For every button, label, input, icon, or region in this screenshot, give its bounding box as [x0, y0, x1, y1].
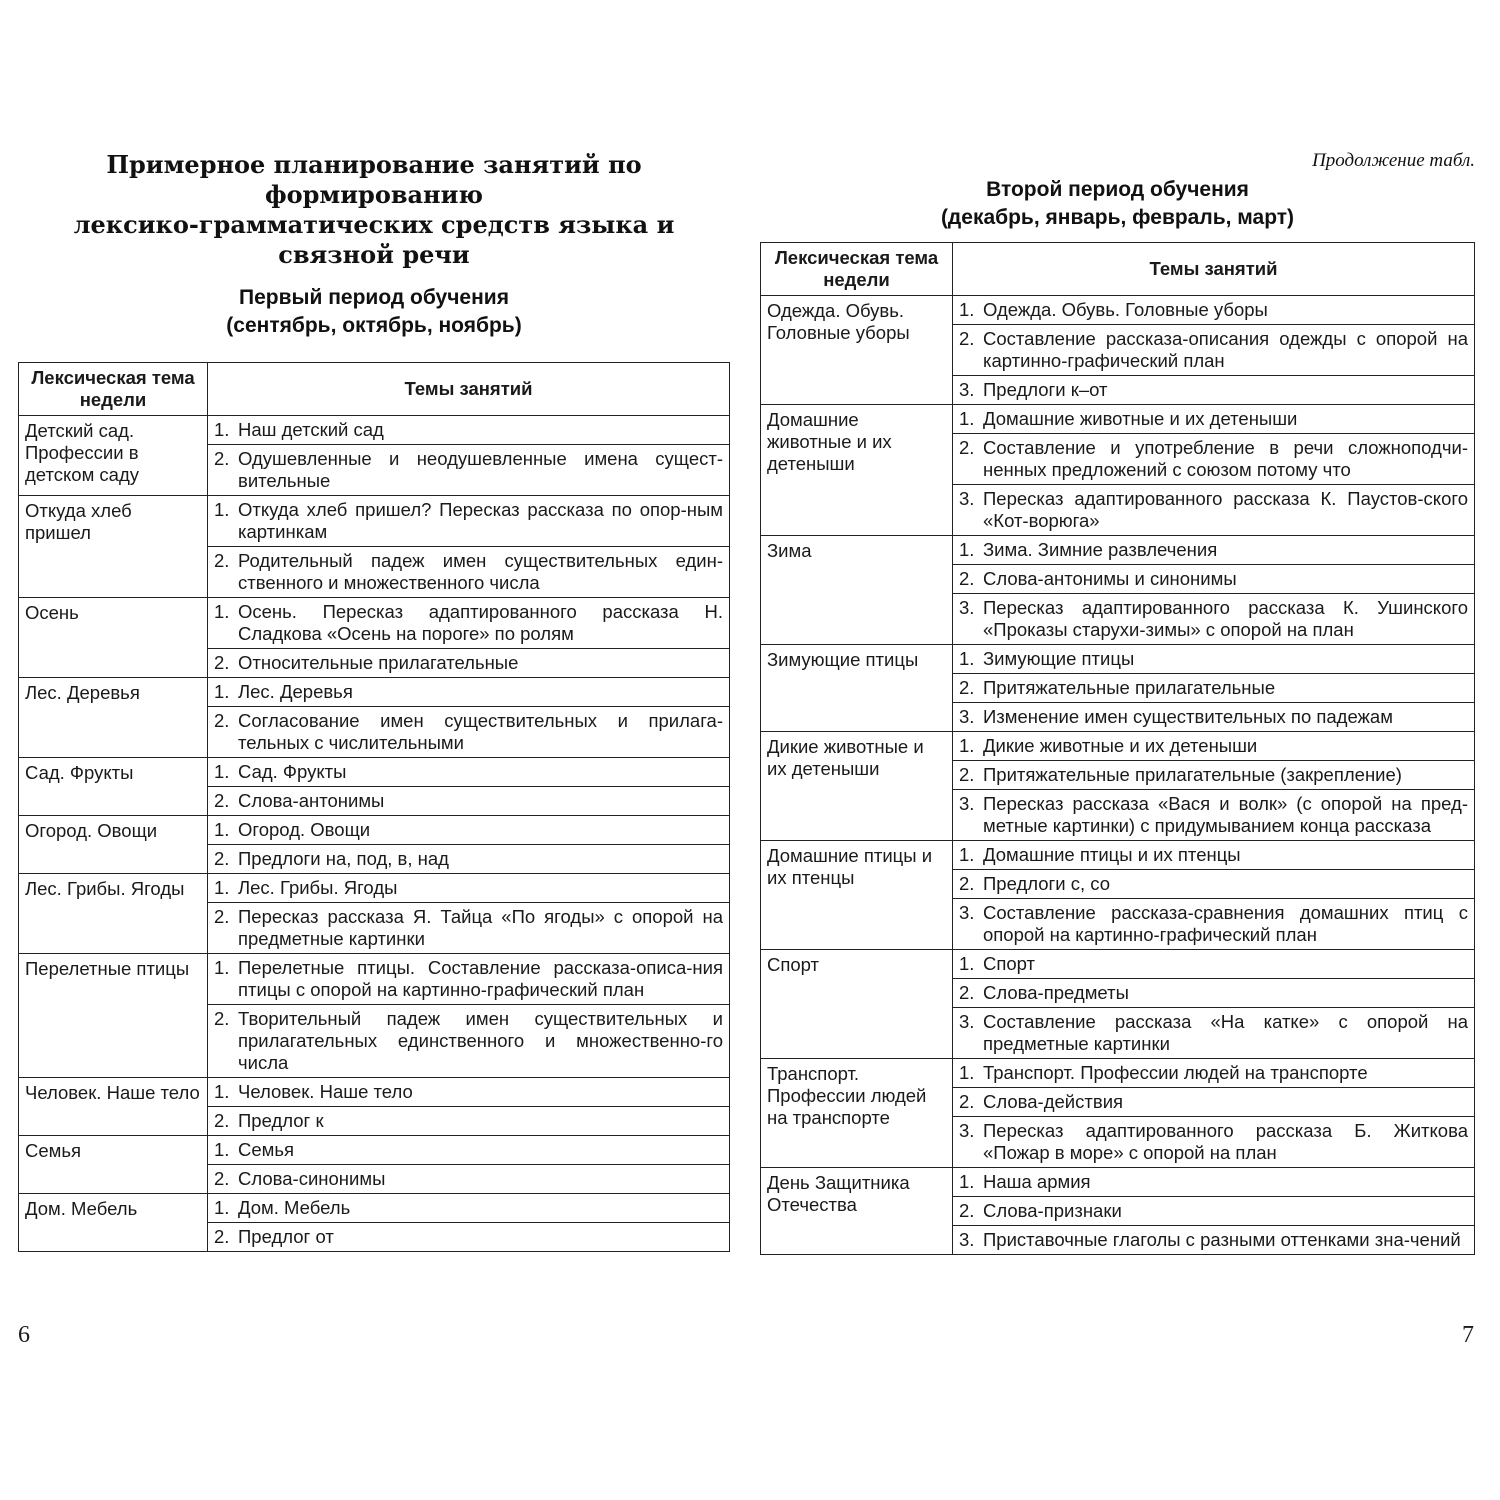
- lesson-cell: [953, 1197, 1475, 1226]
- lesson-number: 2.: [959, 764, 975, 785]
- lesson-text: Осень. Пересказ адаптированного рассказа Н. Сладкова «Осень на пороге» по ролям: [238, 601, 723, 644]
- lesson-number: 2.: [214, 448, 230, 469]
- lesson-text: Наша армия: [983, 1171, 1091, 1192]
- lexical-theme-cell: Осень: [19, 598, 208, 678]
- lesson-text: Домашние птицы и их птенцы: [983, 844, 1241, 865]
- table-row: [761, 1059, 1475, 1088]
- lesson-cell: [208, 874, 730, 903]
- lesson-number: 3.: [959, 706, 975, 727]
- lesson-text: Составление рассказа-описания одежды с опорой на картинно-графический план: [983, 328, 1468, 371]
- lesson-cell: [953, 1088, 1475, 1117]
- lesson-number: 2.: [214, 1226, 230, 1247]
- lesson-number: 1.: [959, 953, 975, 974]
- lesson-text: Дикие животные и их детеныши: [983, 735, 1258, 756]
- lesson-cell: [953, 405, 1475, 434]
- lesson-text: Слова-синонимы: [238, 1168, 386, 1189]
- lesson-number: 1.: [959, 648, 975, 669]
- lesson-number: 3.: [959, 1120, 975, 1141]
- table-row: [19, 954, 730, 1005]
- lexical-theme-cell: Сад. Фрукты: [19, 758, 208, 816]
- main-title-line-2: лексико-грамматических средств языка и связной речи: [73, 210, 675, 269]
- lesson-cell: [208, 416, 730, 445]
- lesson-cell: [208, 1136, 730, 1165]
- lesson-cell: [208, 1194, 730, 1223]
- lesson-number: 2.: [959, 1200, 975, 1221]
- period-title-first: [18, 284, 730, 340]
- lesson-number: 1.: [214, 681, 230, 702]
- lesson-number: 1.: [214, 1197, 230, 1218]
- main-title: [18, 150, 730, 270]
- lesson-cell: [953, 1008, 1475, 1059]
- lesson-text: Спорт: [983, 953, 1036, 974]
- lesson-cell: [953, 594, 1475, 645]
- lesson-cell: [953, 376, 1475, 405]
- lesson-cell: [953, 761, 1475, 790]
- lexical-theme-cell: Огород. Овощи: [19, 816, 208, 874]
- lesson-cell: [208, 954, 730, 1005]
- lesson-number: 2.: [214, 790, 230, 811]
- header-lessons: Темы занятий: [953, 243, 1475, 296]
- table-row: [761, 950, 1475, 979]
- main-title-line-1: Примерное планирование занятий по формированию: [106, 150, 642, 209]
- lesson-cell: [208, 598, 730, 649]
- lesson-text: Притяжательные прилагательные (закрепление): [983, 764, 1402, 785]
- lesson-number: 2.: [214, 906, 230, 927]
- lesson-number: 1.: [959, 1171, 975, 1192]
- table-row: [761, 732, 1475, 761]
- lesson-number: 1.: [959, 1062, 975, 1083]
- lesson-text: Пересказ рассказа Я. Тайца «По ягоды» с опорой на предметные картинки: [238, 906, 723, 949]
- lesson-number: 2.: [214, 652, 230, 673]
- lesson-cell: [208, 816, 730, 845]
- lexical-theme-cell: Откуда хлеб пришел: [19, 496, 208, 598]
- page-number-left: 6: [18, 1322, 30, 1348]
- lexical-theme-cell: Спорт: [761, 950, 953, 1059]
- lesson-cell: [208, 1223, 730, 1252]
- lesson-text: Согласование имен существительных и прилага-тельных с числительными: [238, 710, 723, 753]
- lesson-text: Слова-антонимы: [238, 790, 385, 811]
- lesson-cell: [953, 434, 1475, 485]
- lesson-cell: [953, 1117, 1475, 1168]
- lesson-number: 2.: [214, 710, 230, 731]
- lexical-theme-cell: Зима: [761, 536, 953, 645]
- lesson-number: 2.: [214, 848, 230, 869]
- lesson-text: Транспорт. Профессии людей на транспорте: [983, 1062, 1368, 1083]
- lexical-theme-cell: Транспорт. Профессии людей на транспорте: [761, 1059, 953, 1168]
- table-row: [761, 536, 1475, 565]
- table-row: [761, 841, 1475, 870]
- period-title-line-1: Первый период обучения: [239, 286, 509, 309]
- lesson-number: 3.: [959, 1229, 975, 1250]
- lesson-cell: [953, 325, 1475, 376]
- plan-table-first-period: [18, 362, 730, 1252]
- lesson-text: Слова-предметы: [983, 982, 1129, 1003]
- lesson-number: 1.: [959, 735, 975, 756]
- lesson-number: 1.: [214, 761, 230, 782]
- lesson-text: Творительный падеж имен существительных и прилагательных единственного и множественно-го числа: [238, 1008, 723, 1073]
- lexical-theme-cell: Человек. Наше тело: [19, 1078, 208, 1136]
- lesson-number: 1.: [959, 844, 975, 865]
- period-title-second: [760, 176, 1475, 232]
- lesson-cell: [208, 707, 730, 758]
- lesson-cell: [208, 845, 730, 874]
- lesson-text: Огород. Овощи: [238, 819, 371, 840]
- lesson-cell: [953, 979, 1475, 1008]
- plan-table-second-period: [760, 242, 1475, 1255]
- lesson-number: 3.: [959, 488, 975, 509]
- lesson-text: Перелетные птицы. Составление рассказа-описа-ния птицы с опорой на картинно-графический план: [238, 957, 723, 1000]
- lesson-text: Пересказ рассказа «Вася и волк» (с опорой на пред-метные картинки) с придумыванием конца рассказа: [983, 793, 1468, 836]
- lesson-text: Предлоги к–от: [983, 379, 1108, 400]
- lesson-number: 1.: [214, 1081, 230, 1102]
- lesson-number: 1.: [214, 419, 230, 440]
- table-row: [19, 1078, 730, 1107]
- lesson-cell: [953, 1168, 1475, 1197]
- lesson-cell: [953, 870, 1475, 899]
- table-row: [19, 1136, 730, 1165]
- lesson-text: Составление и употребление в речи сложноподчи-ненных предложений с союзом потому что: [983, 437, 1468, 480]
- lesson-cell: [208, 758, 730, 787]
- lexical-theme-cell: Семья: [19, 1136, 208, 1194]
- lesson-cell: [208, 445, 730, 496]
- lesson-cell: [208, 547, 730, 598]
- lesson-number: 1.: [959, 539, 975, 560]
- table-row: [19, 496, 730, 547]
- lesson-number: 1.: [214, 819, 230, 840]
- lesson-cell: [208, 903, 730, 954]
- period-title-line-1: Второй период обучения: [986, 178, 1249, 201]
- lesson-cell: [208, 1078, 730, 1107]
- period-title-line-2: (сентябрь, октябрь, ноябрь): [226, 314, 522, 337]
- lesson-text: Домашние животные и их детеныши: [983, 408, 1298, 429]
- lesson-number: 2.: [214, 1168, 230, 1189]
- lexical-theme-cell: День Защитника Отечества: [761, 1168, 953, 1255]
- lesson-cell: [953, 674, 1475, 703]
- lesson-cell: [953, 485, 1475, 536]
- lesson-text: Лес. Грибы. Ягоды: [238, 877, 398, 898]
- table-row: [19, 874, 730, 903]
- lexical-theme-cell: Одежда. Обувь. Головные уборы: [761, 296, 953, 405]
- lesson-text: Наш детский сад: [238, 419, 384, 440]
- table-row: [19, 816, 730, 845]
- lesson-text: Семья: [238, 1139, 295, 1160]
- lesson-cell: [953, 899, 1475, 950]
- lesson-text: Изменение имен существительных по падежам: [983, 706, 1393, 727]
- lesson-number: 3.: [959, 379, 975, 400]
- lesson-number: 3.: [959, 1011, 975, 1032]
- lesson-text: Относительные прилагательные: [238, 652, 519, 673]
- table-row: [19, 758, 730, 787]
- lesson-cell: [208, 649, 730, 678]
- table-row: [19, 1194, 730, 1223]
- lexical-theme-cell: Лес. Деревья: [19, 678, 208, 758]
- lesson-text: Притяжательные прилагательные: [983, 677, 1276, 698]
- lesson-cell: [953, 790, 1475, 841]
- lesson-text: Одежда. Обувь. Головные уборы: [983, 299, 1268, 320]
- lesson-cell: [953, 703, 1475, 732]
- lesson-number: 2.: [959, 328, 975, 349]
- continuation-label: Продолжение табл.: [1312, 150, 1475, 171]
- left-page: [18, 150, 730, 1252]
- lesson-cell: [208, 678, 730, 707]
- lesson-text: Слова-действия: [983, 1091, 1124, 1112]
- table-row: [761, 405, 1475, 434]
- page-number-right: 7: [1462, 1322, 1474, 1348]
- lesson-text: Пересказ адаптированного рассказа К. Паустов-ского «Кот-ворюга»: [983, 488, 1468, 531]
- lesson-text: Предлог к: [238, 1110, 324, 1131]
- lesson-number: 2.: [214, 550, 230, 571]
- lesson-text: Откуда хлеб пришел? Пересказ рассказа по опор-ным картинкам: [238, 499, 723, 542]
- lesson-text: Человек. Наше тело: [238, 1081, 413, 1102]
- lesson-number: 2.: [959, 982, 975, 1003]
- lesson-text: Лес. Деревья: [238, 681, 353, 702]
- lesson-cell: [953, 536, 1475, 565]
- table-row: [761, 645, 1475, 674]
- lexical-theme-cell: Перелетные птицы: [19, 954, 208, 1078]
- lesson-number: 2.: [959, 677, 975, 698]
- lesson-text: Зима. Зимние развлечения: [983, 539, 1218, 560]
- lexical-theme-cell: Домашние животные и их детеныши: [761, 405, 953, 536]
- lesson-number: 1.: [214, 1139, 230, 1160]
- lesson-number: 3.: [959, 902, 975, 923]
- lesson-number: 2.: [214, 1110, 230, 1131]
- lesson-number: 3.: [959, 597, 975, 618]
- lesson-text: Приставочные глаголы с разными оттенками зна-чений: [983, 1229, 1461, 1250]
- lexical-theme-cell: Домашние птицы и их птенцы: [761, 841, 953, 950]
- lesson-number: 1.: [959, 408, 975, 429]
- lesson-number: 2.: [959, 568, 975, 589]
- lesson-cell: [953, 1059, 1475, 1088]
- lesson-text: Слова-признаки: [983, 1200, 1122, 1221]
- lesson-number: 3.: [959, 793, 975, 814]
- lesson-text: Сад. Фрукты: [238, 761, 347, 782]
- header-lessons: Темы занятий: [208, 363, 730, 416]
- table-body: [761, 296, 1475, 1255]
- lexical-theme-cell: Дикие животные и их детеныши: [761, 732, 953, 841]
- lesson-cell: [953, 950, 1475, 979]
- table-row: [19, 598, 730, 649]
- period-title-line-2: (декабрь, январь, февраль, март): [940, 206, 1295, 229]
- table-header-row: [761, 243, 1475, 296]
- table-row: [761, 296, 1475, 325]
- table-header-row: [19, 363, 730, 416]
- lesson-number: 1.: [214, 957, 230, 978]
- lesson-cell: [953, 841, 1475, 870]
- lesson-cell: [953, 732, 1475, 761]
- table-row: [19, 678, 730, 707]
- header-theme: Лексическая тема недели: [761, 243, 953, 296]
- table-body: [19, 416, 730, 1252]
- lesson-cell: [208, 1005, 730, 1078]
- lesson-text: Составление рассказа «На катке» с опорой на предметные картинки: [983, 1011, 1468, 1054]
- lesson-number: 2.: [959, 437, 975, 458]
- lexical-theme-cell: Детский сад. Профессии в детском саду: [19, 416, 208, 496]
- lesson-text: Родительный падеж имен существительных един-ственного и множественного числа: [238, 550, 723, 593]
- lesson-cell: [953, 645, 1475, 674]
- lesson-number: 1.: [959, 299, 975, 320]
- table-row: [761, 1168, 1475, 1197]
- lesson-text: Предлог от: [238, 1226, 334, 1247]
- right-page: [760, 150, 1475, 1255]
- lesson-text: Одушевленные и неодушевленные имена сущест-вительные: [238, 448, 723, 491]
- lesson-cell: [953, 565, 1475, 594]
- lexical-theme-cell: Дом. Мебель: [19, 1194, 208, 1252]
- lesson-cell: [208, 1165, 730, 1194]
- lesson-text: Предлоги на, под, в, над: [238, 848, 449, 869]
- lesson-cell: [953, 1226, 1475, 1255]
- lesson-number: 2.: [959, 1091, 975, 1112]
- lesson-number: 2.: [214, 1008, 230, 1029]
- lexical-theme-cell: Зимующие птицы: [761, 645, 953, 732]
- lesson-text: Составление рассказа-сравнения домашних птиц с опорой на картинно-графический план: [983, 902, 1468, 945]
- lesson-text: Зимующие птицы: [983, 648, 1135, 669]
- lesson-number: 1.: [214, 601, 230, 622]
- lesson-text: Пересказ адаптированного рассказа К. Ушинского «Проказы старухи-зимы» с опорой на план: [983, 597, 1468, 640]
- table-row: [19, 416, 730, 445]
- lexical-theme-cell: Лес. Грибы. Ягоды: [19, 874, 208, 954]
- lesson-cell: [208, 1107, 730, 1136]
- lesson-cell: [953, 296, 1475, 325]
- lesson-text: Дом. Мебель: [238, 1197, 351, 1218]
- lesson-cell: [208, 496, 730, 547]
- header-theme: Лексическая тема недели: [19, 363, 208, 416]
- lesson-text: Пересказ адаптированного рассказа Б. Житкова «Пожар в море» с опорой на план: [983, 1120, 1468, 1163]
- lesson-number: 2.: [959, 873, 975, 894]
- lesson-number: 1.: [214, 877, 230, 898]
- lesson-number: 1.: [214, 499, 230, 520]
- lesson-cell: [208, 787, 730, 816]
- lesson-text: Слова-антонимы и синонимы: [983, 568, 1237, 589]
- lesson-text: Предлоги с, со: [983, 873, 1111, 894]
